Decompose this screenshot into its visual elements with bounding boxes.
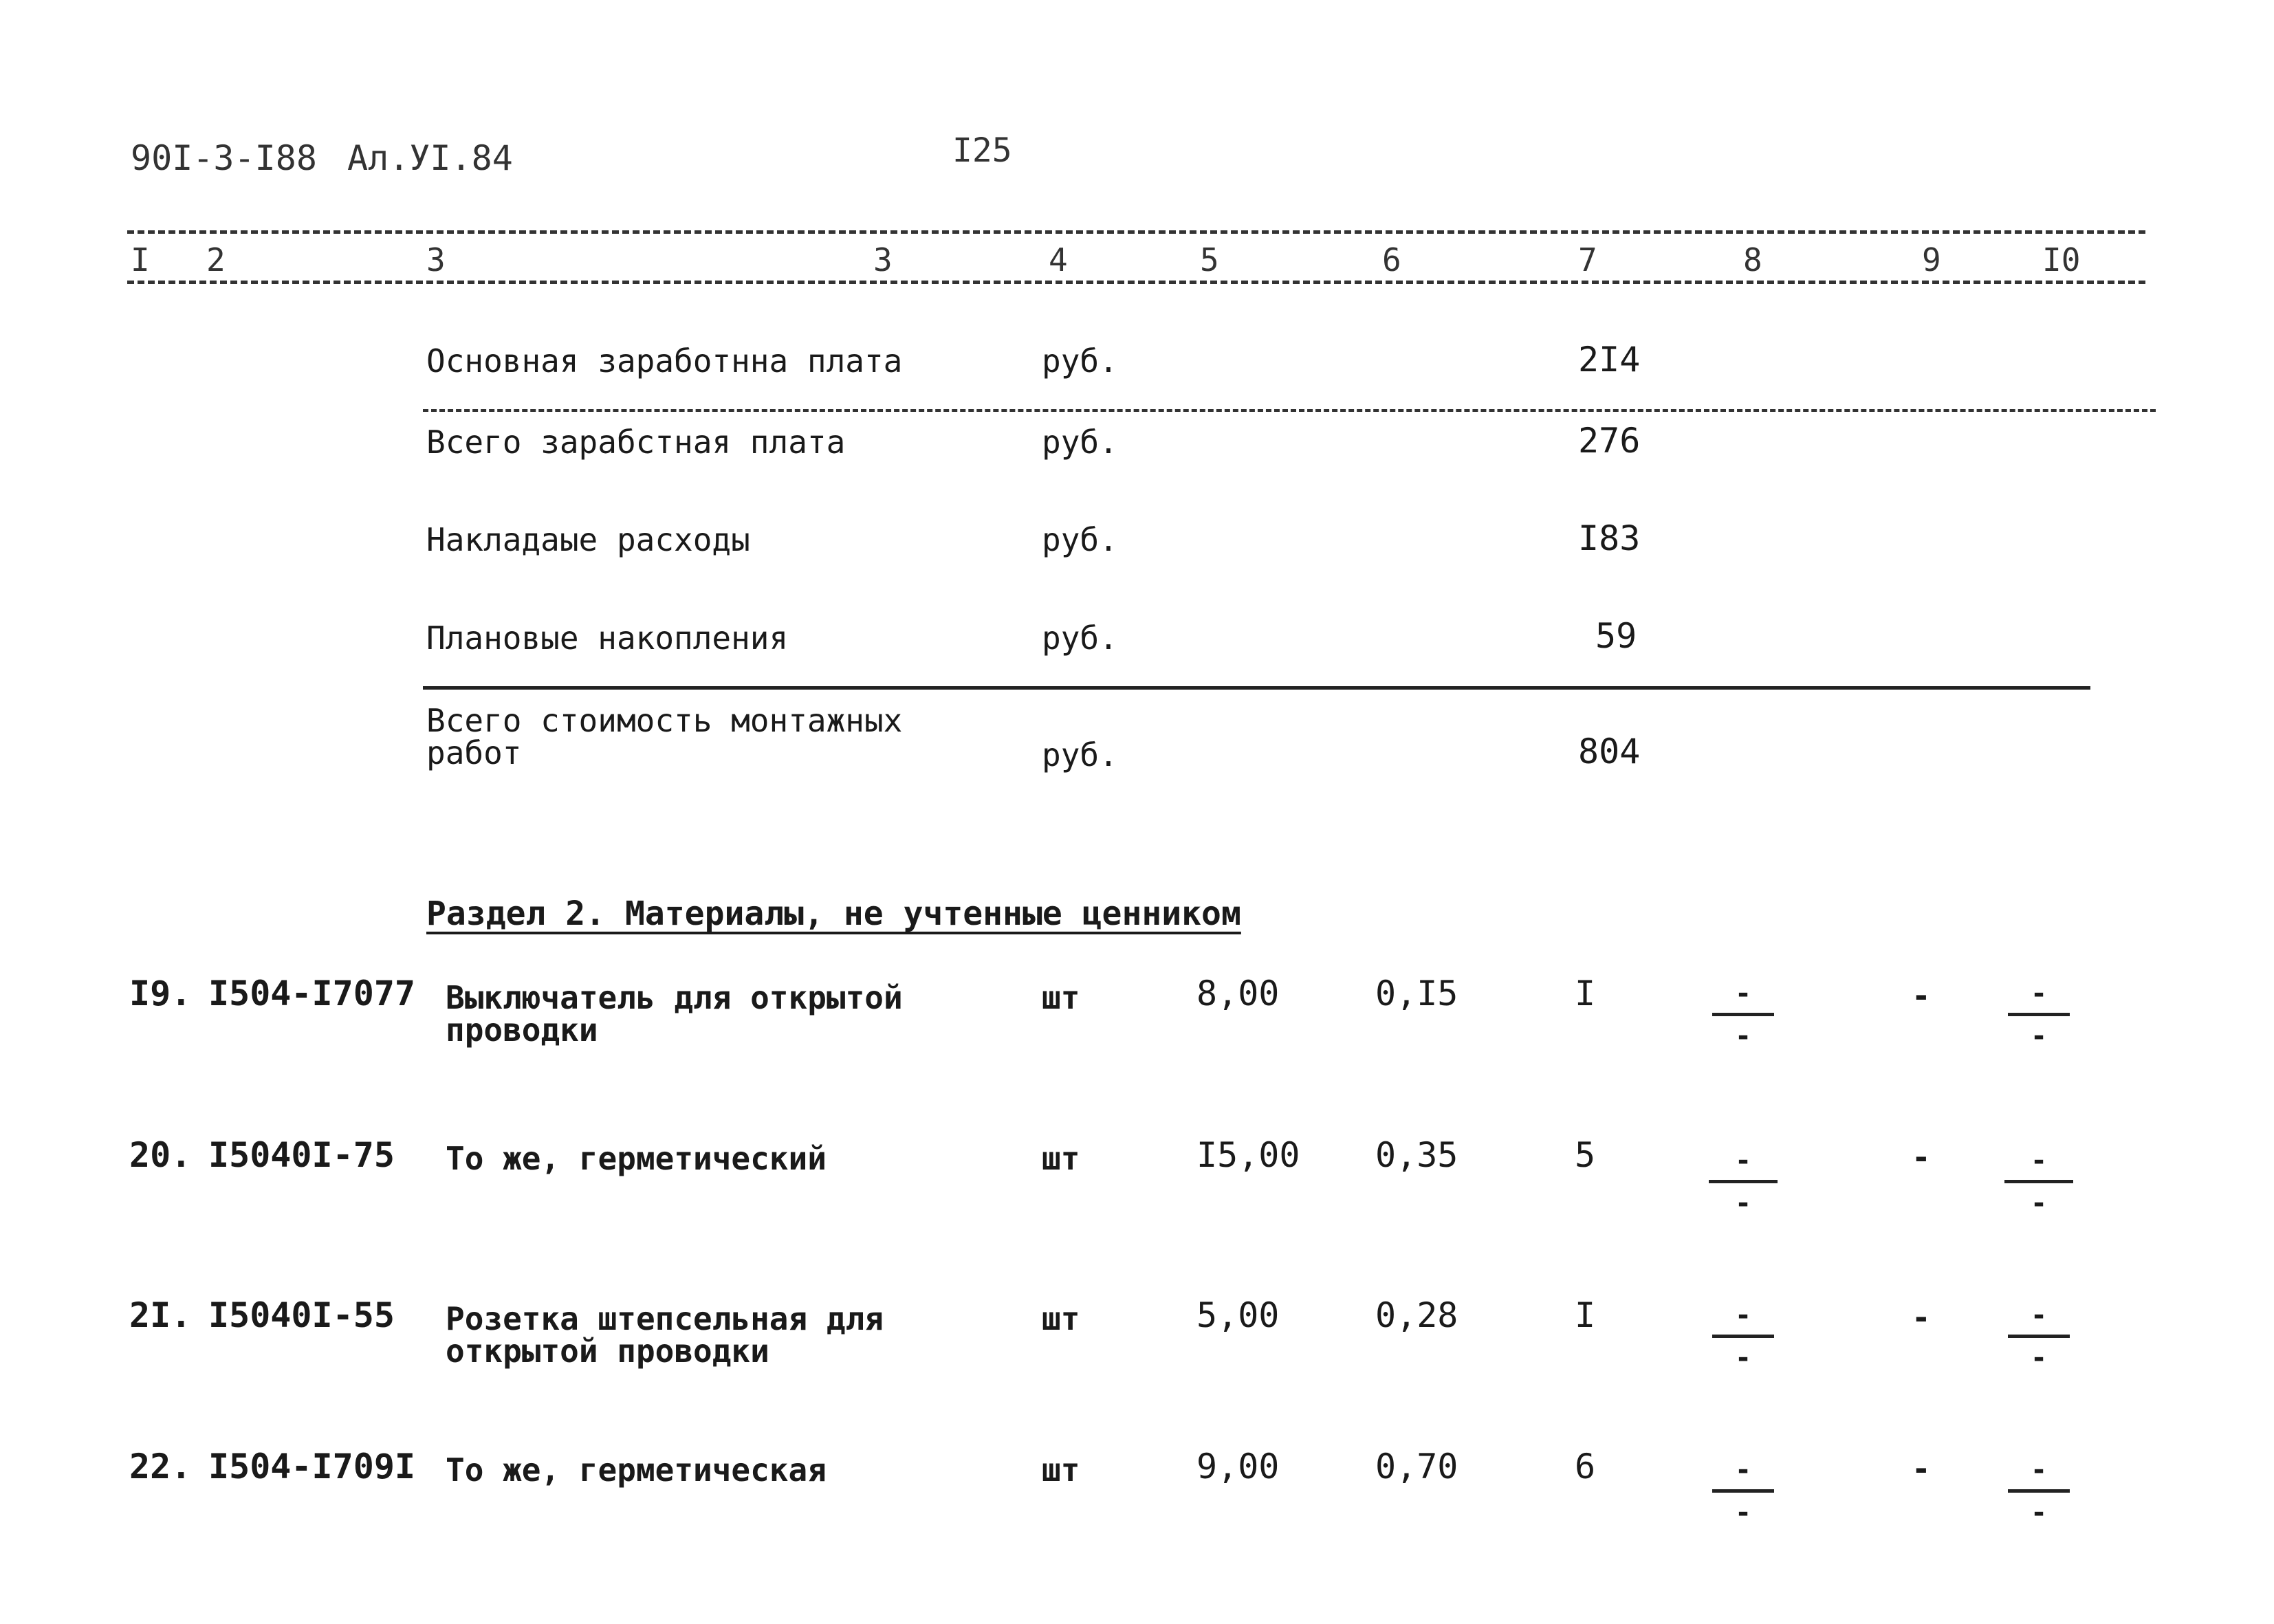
column-number-7: 7 <box>1578 241 1597 278</box>
row-price: I5,00 <box>1196 1135 1300 1175</box>
row-col10-fraction: - - <box>2008 1302 2070 1377</box>
row-name: Выключатель для открытой <box>446 979 903 1016</box>
document-code: 90I-3-I88 <box>131 138 317 178</box>
row-name-line2: открытой проводки <box>446 1332 769 1370</box>
row-col8-fraction: - - <box>1712 1302 1774 1377</box>
row-col8-fraction: - - <box>1712 1456 1774 1532</box>
totals-value: I83 <box>1578 518 1641 558</box>
row-weight: 0,I5 <box>1375 974 1458 1013</box>
column-header-bottom-rule <box>127 281 2145 284</box>
row-col8-fraction: - - <box>1709 1147 1778 1222</box>
row-unit: шт <box>1042 1140 1080 1177</box>
row-quantity: I <box>1575 1295 1596 1335</box>
row-name: То же, герметическая <box>446 1451 827 1489</box>
column-number-3a: 3 <box>426 241 446 278</box>
row-weight: 0,28 <box>1375 1295 1458 1335</box>
row-col10-fraction: - - <box>2008 980 2070 1055</box>
row-number: 2I. <box>129 1295 192 1335</box>
row-code: I504-I7077 <box>208 974 416 1013</box>
row-quantity: I <box>1575 974 1596 1013</box>
row-price: 5,00 <box>1196 1295 1280 1335</box>
row-number: 20. <box>129 1135 192 1175</box>
column-number-6: 6 <box>1382 241 1401 278</box>
row-unit: шт <box>1042 979 1080 1016</box>
row-unit: шт <box>1042 1451 1080 1489</box>
totals-label-base-wages: Основная заработнна плата <box>426 342 903 380</box>
row-name: То же, герметический <box>446 1140 827 1177</box>
column-number-10: I0 <box>2042 241 2081 278</box>
column-number-3b: 3 <box>873 241 893 278</box>
row-col8-fraction: - - <box>1712 980 1774 1055</box>
totals-label-planned-savings: Плановые накопления <box>426 619 789 657</box>
column-number-2: 2 <box>206 241 226 278</box>
album-number: Ал.УI.84 <box>347 138 513 178</box>
row-quantity: 6 <box>1575 1447 1596 1486</box>
row-number: I9. <box>129 974 192 1013</box>
totals-separator-rule <box>423 686 2090 690</box>
row-name-line2: проводки <box>446 1011 598 1049</box>
column-number-1: I <box>131 241 150 278</box>
column-number-5: 5 <box>1200 241 1219 278</box>
totals-label-installation-cost-line2: работ <box>426 734 522 771</box>
row-unit: шт <box>1042 1300 1080 1337</box>
column-number-8: 8 <box>1743 241 1762 278</box>
row-col10-fraction: - - <box>2004 1147 2073 1222</box>
section-title: Раздел 2. Материалы, не учтенные ценником <box>426 895 1241 933</box>
column-number-4: 4 <box>1049 241 1068 278</box>
totals-label-total-wages: Всего зарабстная плата <box>426 424 846 461</box>
row-price: 8,00 <box>1196 974 1280 1013</box>
totals-separator-rule <box>423 409 2156 412</box>
row-col10-fraction: - - <box>2008 1456 2070 1532</box>
column-header-top-rule <box>127 230 2145 234</box>
totals-label-installation-cost: Всего стоимость монтажных <box>426 702 903 739</box>
row-price: 9,00 <box>1196 1447 1280 1486</box>
row-code: I504-I709I <box>208 1447 416 1486</box>
row-col9: - <box>1912 1139 1931 1176</box>
totals-value: 2I4 <box>1578 340 1641 380</box>
totals-value: 59 <box>1595 616 1637 656</box>
totals-unit: руб. <box>1042 619 1118 657</box>
column-number-9: 9 <box>1922 241 1941 278</box>
row-weight: 0,35 <box>1375 1135 1458 1175</box>
row-number: 22. <box>129 1447 192 1486</box>
totals-unit: руб. <box>1042 736 1118 773</box>
row-weight: 0,70 <box>1375 1447 1458 1486</box>
totals-unit: руб. <box>1042 521 1118 558</box>
totals-value: 804 <box>1578 732 1641 771</box>
row-name: Розетка штепсельная для <box>446 1300 884 1337</box>
totals-value: 276 <box>1578 421 1641 461</box>
totals-unit: руб. <box>1042 342 1118 380</box>
page-number: I25 <box>952 131 1012 170</box>
row-quantity: 5 <box>1575 1135 1596 1175</box>
row-col9: - <box>1912 1299 1931 1336</box>
row-col9: - <box>1912 977 1931 1014</box>
row-code: I5040I-55 <box>208 1295 395 1335</box>
row-code: I5040I-75 <box>208 1135 395 1175</box>
totals-label-overhead: Накладаые расходы <box>426 521 750 558</box>
row-col9: - <box>1912 1450 1931 1487</box>
totals-unit: руб. <box>1042 424 1118 461</box>
